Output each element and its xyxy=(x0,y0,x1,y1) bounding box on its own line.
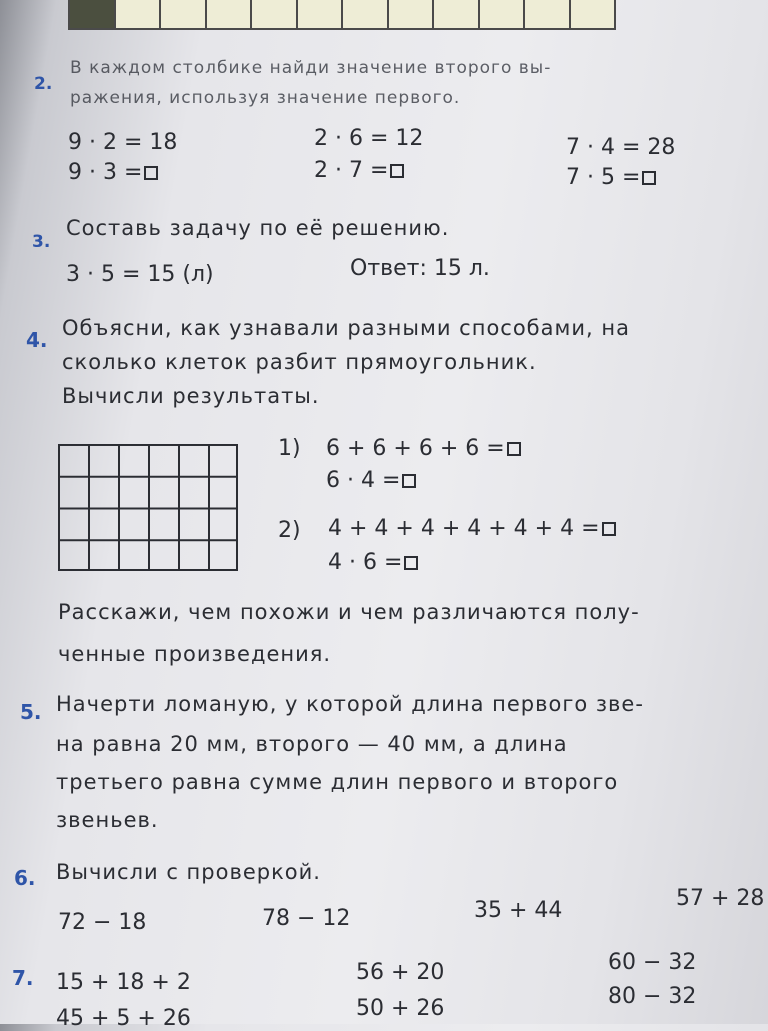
answer-box xyxy=(390,164,404,178)
task-2-text-line1: В каждом столбике найди значение второго вы- xyxy=(70,58,552,78)
table-cell xyxy=(161,0,207,28)
task-4-text-line2: сколько клеток разбит прямоугольник. xyxy=(62,350,537,374)
table-cell xyxy=(343,0,389,28)
answer-box xyxy=(144,166,158,180)
task-4-number: 4. xyxy=(26,328,48,352)
answer-box xyxy=(404,556,418,570)
table-cell xyxy=(70,0,116,28)
task-6-title: Вычисли с проверкой. xyxy=(56,860,321,884)
task-4-followup-line1: Расскажи, чем похожи и чем различаются полу- xyxy=(58,600,640,624)
task-5-text-line2: на равна 20 мм, второго — 40 мм, а длина xyxy=(56,732,568,756)
task-7-number: 7. xyxy=(12,966,34,990)
table-cell xyxy=(525,0,571,28)
task-4-way1-label: 1) xyxy=(278,436,301,461)
task-6-number: 6. xyxy=(14,866,36,890)
answer-box xyxy=(642,171,656,185)
answer-box xyxy=(402,474,416,488)
task-3-title: Составь задачу по её решению. xyxy=(66,216,450,240)
task-4-way2-product: 4 · 6 = xyxy=(328,550,418,575)
table-cell xyxy=(298,0,344,28)
task-6-expr-3: 35 + 44 xyxy=(474,898,563,923)
task-3-answer: Ответ: 15 л. xyxy=(350,256,490,281)
task-6-expr-1: 72 − 18 xyxy=(58,910,147,935)
task-2-col1-row1: 9 · 2 = 18 xyxy=(68,130,178,155)
task-3-number: 3. xyxy=(32,232,51,252)
task-7-expr-1: 15 + 18 + 2 xyxy=(56,970,191,995)
task-2-col1-row2: 9 · 3 = xyxy=(68,160,158,185)
task-5-text-line4: звеньев. xyxy=(56,808,159,832)
task-6-expr-4: 57 + 28 xyxy=(676,886,765,911)
task-2-number: 2. xyxy=(34,74,53,94)
table-cell xyxy=(389,0,435,28)
table-cell xyxy=(434,0,480,28)
task-2-col2-row2: 2 · 7 = xyxy=(314,158,404,183)
task-4-followup-line2: ченные произведения. xyxy=(58,642,332,666)
answer-box xyxy=(507,442,521,456)
header-table-strip xyxy=(68,0,616,30)
task-7-expr-4: 45 + 5 + 26 xyxy=(56,1006,191,1031)
task-7-expr-3: 60 − 32 xyxy=(608,950,697,975)
task-7-expr-2: 56 + 20 xyxy=(356,960,445,985)
task-5-text-line1: Начерти ломаную, у которой длина первого зве- xyxy=(56,692,644,716)
task-2-col3-row1: 7 · 4 = 28 xyxy=(566,135,676,160)
task-6-expr-2: 78 − 12 xyxy=(262,906,351,931)
task-4-way2-label: 2) xyxy=(278,518,301,543)
task-3-solution: 3 · 5 = 15 (л) xyxy=(66,262,214,287)
table-cell xyxy=(571,0,615,28)
task-4-text-line3: Вычисли результаты. xyxy=(62,384,320,408)
table-cell xyxy=(252,0,298,28)
table-cell xyxy=(480,0,526,28)
rectangle-grid xyxy=(58,444,238,571)
table-cell xyxy=(116,0,162,28)
task-4-way1-sum: 6 + 6 + 6 + 6 = xyxy=(326,436,521,461)
task-2-col2-row1: 2 · 6 = 12 xyxy=(314,126,424,151)
task-7-expr-6: 80 − 32 xyxy=(608,984,697,1009)
task-2-text-line2: ражения, используя значение первого. xyxy=(70,88,461,108)
task-4-way2-sum: 4 + 4 + 4 + 4 + 4 + 4 = xyxy=(328,516,616,541)
task-2-col3-row2: 7 · 5 = xyxy=(566,165,656,190)
table-cell xyxy=(207,0,253,28)
task-7-expr-5: 50 + 26 xyxy=(356,996,445,1021)
task-4-way1-product: 6 · 4 = xyxy=(326,468,416,493)
task-5-text-line3: третьего равна сумме длин первого и второго xyxy=(56,770,619,794)
task-5-number: 5. xyxy=(20,700,42,724)
answer-box xyxy=(602,522,616,536)
task-4-text-line1: Объясни, как узнавали разными способами, на xyxy=(62,316,630,340)
